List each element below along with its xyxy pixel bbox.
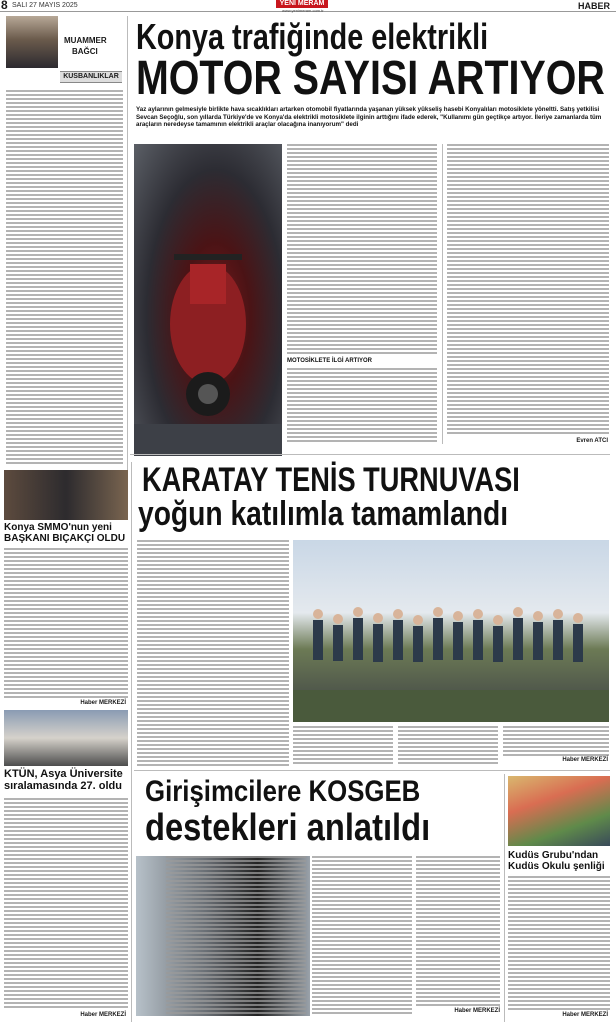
columnist-last-name: BAĞCI [72, 47, 98, 56]
tennis-signature: Haber MERKEZİ [562, 757, 608, 763]
lead-signature: Evren ATCI [576, 438, 608, 444]
lead-body-col1b [287, 368, 437, 442]
section-label: HABER [577, 1, 610, 11]
columnist-photo [6, 16, 58, 68]
electric-motorcycle-photo [134, 144, 282, 456]
lead-headline-line1: Konya trafiğinde elektrikli [136, 16, 489, 57]
column-title: KUSBANLIKLAR [60, 71, 122, 83]
tennis-headline-line1: KARATAY TENİS TURNUVASI [142, 461, 520, 499]
page-header [0, 0, 616, 12]
column-divider [127, 16, 128, 476]
tennis-group-photo [293, 540, 609, 722]
tennis-body-col1 [137, 540, 289, 766]
kosgeb-headline-line1: Girişimcilere KOSGEB [145, 775, 421, 808]
column-body [6, 90, 123, 466]
ktun-signature: Haber MERKEZİ [80, 1012, 126, 1018]
page-number: 8 [1, 0, 8, 12]
tennis-players-illustration [293, 540, 609, 722]
kudus-photo [508, 776, 610, 846]
tennis-body-col3 [398, 726, 498, 766]
ktun-photo [4, 710, 128, 766]
motorcycle-illustration [134, 144, 282, 456]
kudus-divider [504, 774, 505, 1022]
tennis-headline-line2: yoğun katılımla tamamlandı [138, 495, 509, 533]
smmo-photo [4, 470, 128, 520]
lead-col-divider [442, 144, 443, 444]
lead-intro: Yaz aylarının gelmesiyle birlikte hava sıcaklıkları artarken otomobil fiyatlarında yaşanan yüksek yükseliş hasebi Konyalıları motosiklete yöneltti. Satış yetkilisi Sevcan Seçoğlu, son yıllarda Türkiye'de ve Konya'da elektrikli motosiklete ilginin arttığını ifade ederek, "Kullanımı gün geçtikçe artıyor. İleriye zamanlarda tüm araçların neredeyse tamamının elektrikli araçlar olacağına inanıyorum" dedi [136, 106, 602, 128]
ktun-body [4, 798, 128, 1008]
kosgeb-signature: Haber MERKEZİ [454, 1008, 500, 1014]
columnist-first-name: MUAMMER [64, 36, 107, 45]
smmo-signature: Haber MERKEZİ [80, 700, 126, 706]
newspaper-logo: YENİ MERAM [276, 0, 328, 8]
tennis-bottom-rule [134, 770, 610, 771]
lead-headline-line2: MOTOR SAYISI ARTIYOR [136, 52, 605, 105]
newspaper-url: www.yenimeram.com.tr [282, 8, 324, 13]
kudus-signature: Haber MERKEZİ [562, 1012, 608, 1018]
kudus-title: Kudüs Grubu'ndan Kudüs Okulu şenliği [508, 850, 605, 872]
lead-subhead: MOTOSİKLETE İLGİ ARTIYOR [287, 358, 373, 364]
lead-body-col1 [287, 144, 437, 354]
ktun-title: KTÜN, Asya Üniversite sıralamasında 27. oldu [4, 768, 123, 792]
smmo-title: Konya SMMO'nun yeni BAŞKANI BIÇAKÇI OLDU [4, 522, 126, 544]
kudus-body [508, 876, 610, 1010]
kosgeb-body-col3 [416, 856, 500, 1006]
lead-bottom-rule [130, 454, 610, 455]
tennis-body-col2 [293, 726, 393, 766]
smmo-body [4, 548, 128, 698]
issue-date: SALI 27 MAYIS 2025 [12, 2, 78, 9]
lead-body-col2 [447, 144, 609, 434]
kosgeb-body-col2 [312, 856, 412, 1016]
sidebar-divider [131, 462, 132, 1022]
tennis-body-col4 [503, 726, 609, 756]
kosgeb-body-col1 [166, 856, 306, 1016]
kosgeb-headline-line2: destekleri anlatıldı [145, 807, 431, 849]
